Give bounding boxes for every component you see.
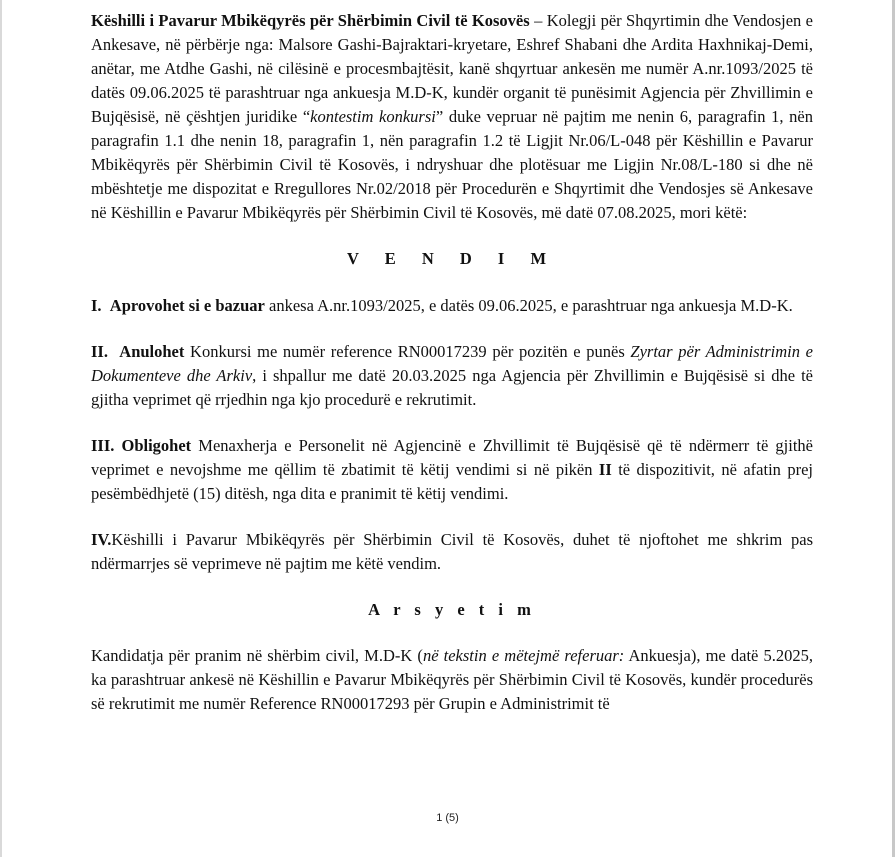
item-number: II. (91, 342, 108, 361)
item-number: I. (91, 296, 102, 315)
council-name: Këshilli i Pavarur Mbikëqyrës për Shërbimin Civil të Kosovës (91, 11, 530, 30)
reasoning-note: në tekstin e mëtejmë referuar: (422, 646, 625, 665)
item-text: ankesa A.nr.1093/2025, e datës 09.06.2025, e parashtruar nga ankuesja M.D-K. (264, 296, 793, 315)
item-reference: II (598, 460, 612, 479)
page-border-left (0, 0, 2, 857)
decision-item-1 (91, 294, 813, 318)
item-text: Konkursi me numër reference RN00017239 për pozitën e punës (184, 342, 631, 361)
item-number: III. (91, 436, 115, 455)
reasoning-title: A r s y e t i m (368, 600, 536, 619)
item-text: Menaxherja e Personelit në Agjencinë e Zhvillimit të Bujqësisë që të ndërmerr të gjithë veprimet e nevojshme me qëllim të zbatimit të këtij vendimi si në pikën (91, 436, 813, 479)
reasoning-text-1: Kandidatja për pranim në shërbim civil, M.D-K ( (91, 646, 423, 665)
reasoning-text-2: Ankuesja), me datë 5.2025, ka parashtruar ankesë në Këshillin e Pavarur Mbikëqyrës për Shërbimin Civil të Kosovës, kundër procedurës së rekrutimit me numër Reference RN00017293 për Grupin e Administrimit të (91, 646, 813, 713)
position-title: Zyrtar për Administrimin e Dokumenteve dhe Arkiv (91, 342, 813, 385)
document-page (91, 9, 813, 716)
decision-item-4 (91, 528, 813, 576)
intro-text-1: – Kolegji për Shqyrtimin dhe Vendosjen e Ankesave, në përbërje nga: Malsore Gashi-Bajraktari-kryetare, Eshref Shabani dhe Ardita Haxhnikaj-Demi, anëtar, me Atdhe Gashi, në cilësinë e procesmbajtësit, kanë shqyrtuar ankesën me numër A.nr.1093/2025 të datës 09.06.2025 të parashtruar nga ankuesja M.D-K, kundër organit të punësimit Agjencia për Zhvillimin e Bujqësisë, në çështjen juridike “ (91, 11, 814, 126)
page-number: 1 (5) (436, 812, 459, 824)
decision-item-2 (91, 340, 813, 412)
case-subject: kontestim konkursi (310, 107, 436, 126)
item-text: të dispozitivit, në afatin prej pesëmbëdhjetë (15) ditësh, nga dita e pranimit të këtij vendimi. (91, 460, 813, 503)
item-verb: Anulohet (119, 342, 185, 361)
item-verb: Obligohet (121, 436, 192, 455)
intro-paragraph (91, 9, 813, 225)
decision-title: V E N D I M (346, 249, 558, 268)
item-number: IV. (91, 530, 112, 549)
intro-text-2: ” duke vepruar në pajtim me nenin 6, paragrafin 1, nën paragrafin 1.1 dhe nenin 18, paragrafin 1, nën paragrafin 1.2 të Ligjit Nr.06/L-048 për Këshillin e Pavarur Mbikëqyrës për Shërbimin Civil të Kosovës, i ndryshuar dhe plotësuar me Ligjin Nr.08/L-180 si dhe në mbështetje me dispozitat e Rregullores Nr.02/2018 për Procedurën e Shqyrtimit dhe Vendosjes së Ankesave në Këshillin e Pavarur Mbikëqyrës për Shërbimin Civil të Kosovës, më datë 07.08.2025, mori këtë: (91, 107, 814, 222)
reasoning-paragraph (91, 644, 813, 716)
item-text: Këshilli i Pavarur Mbikëqyrës për Shërbimin Civil të Kosovës, duhet të njoftohet me shkrim pas ndërmarrjes së veprimeve në pajtim me këtë vendim. (91, 530, 813, 573)
item-text: , i shpallur me datë 20.03.2025 nga Agjencia për Zhvillimin e Bujqësisë si dhe të gjitha veprimet që rrjedhin nga kjo procedurë e rekrutimit. (91, 366, 813, 409)
decision-item-3 (91, 434, 813, 506)
item-verb: Aprovohet si e bazuar (109, 296, 265, 315)
